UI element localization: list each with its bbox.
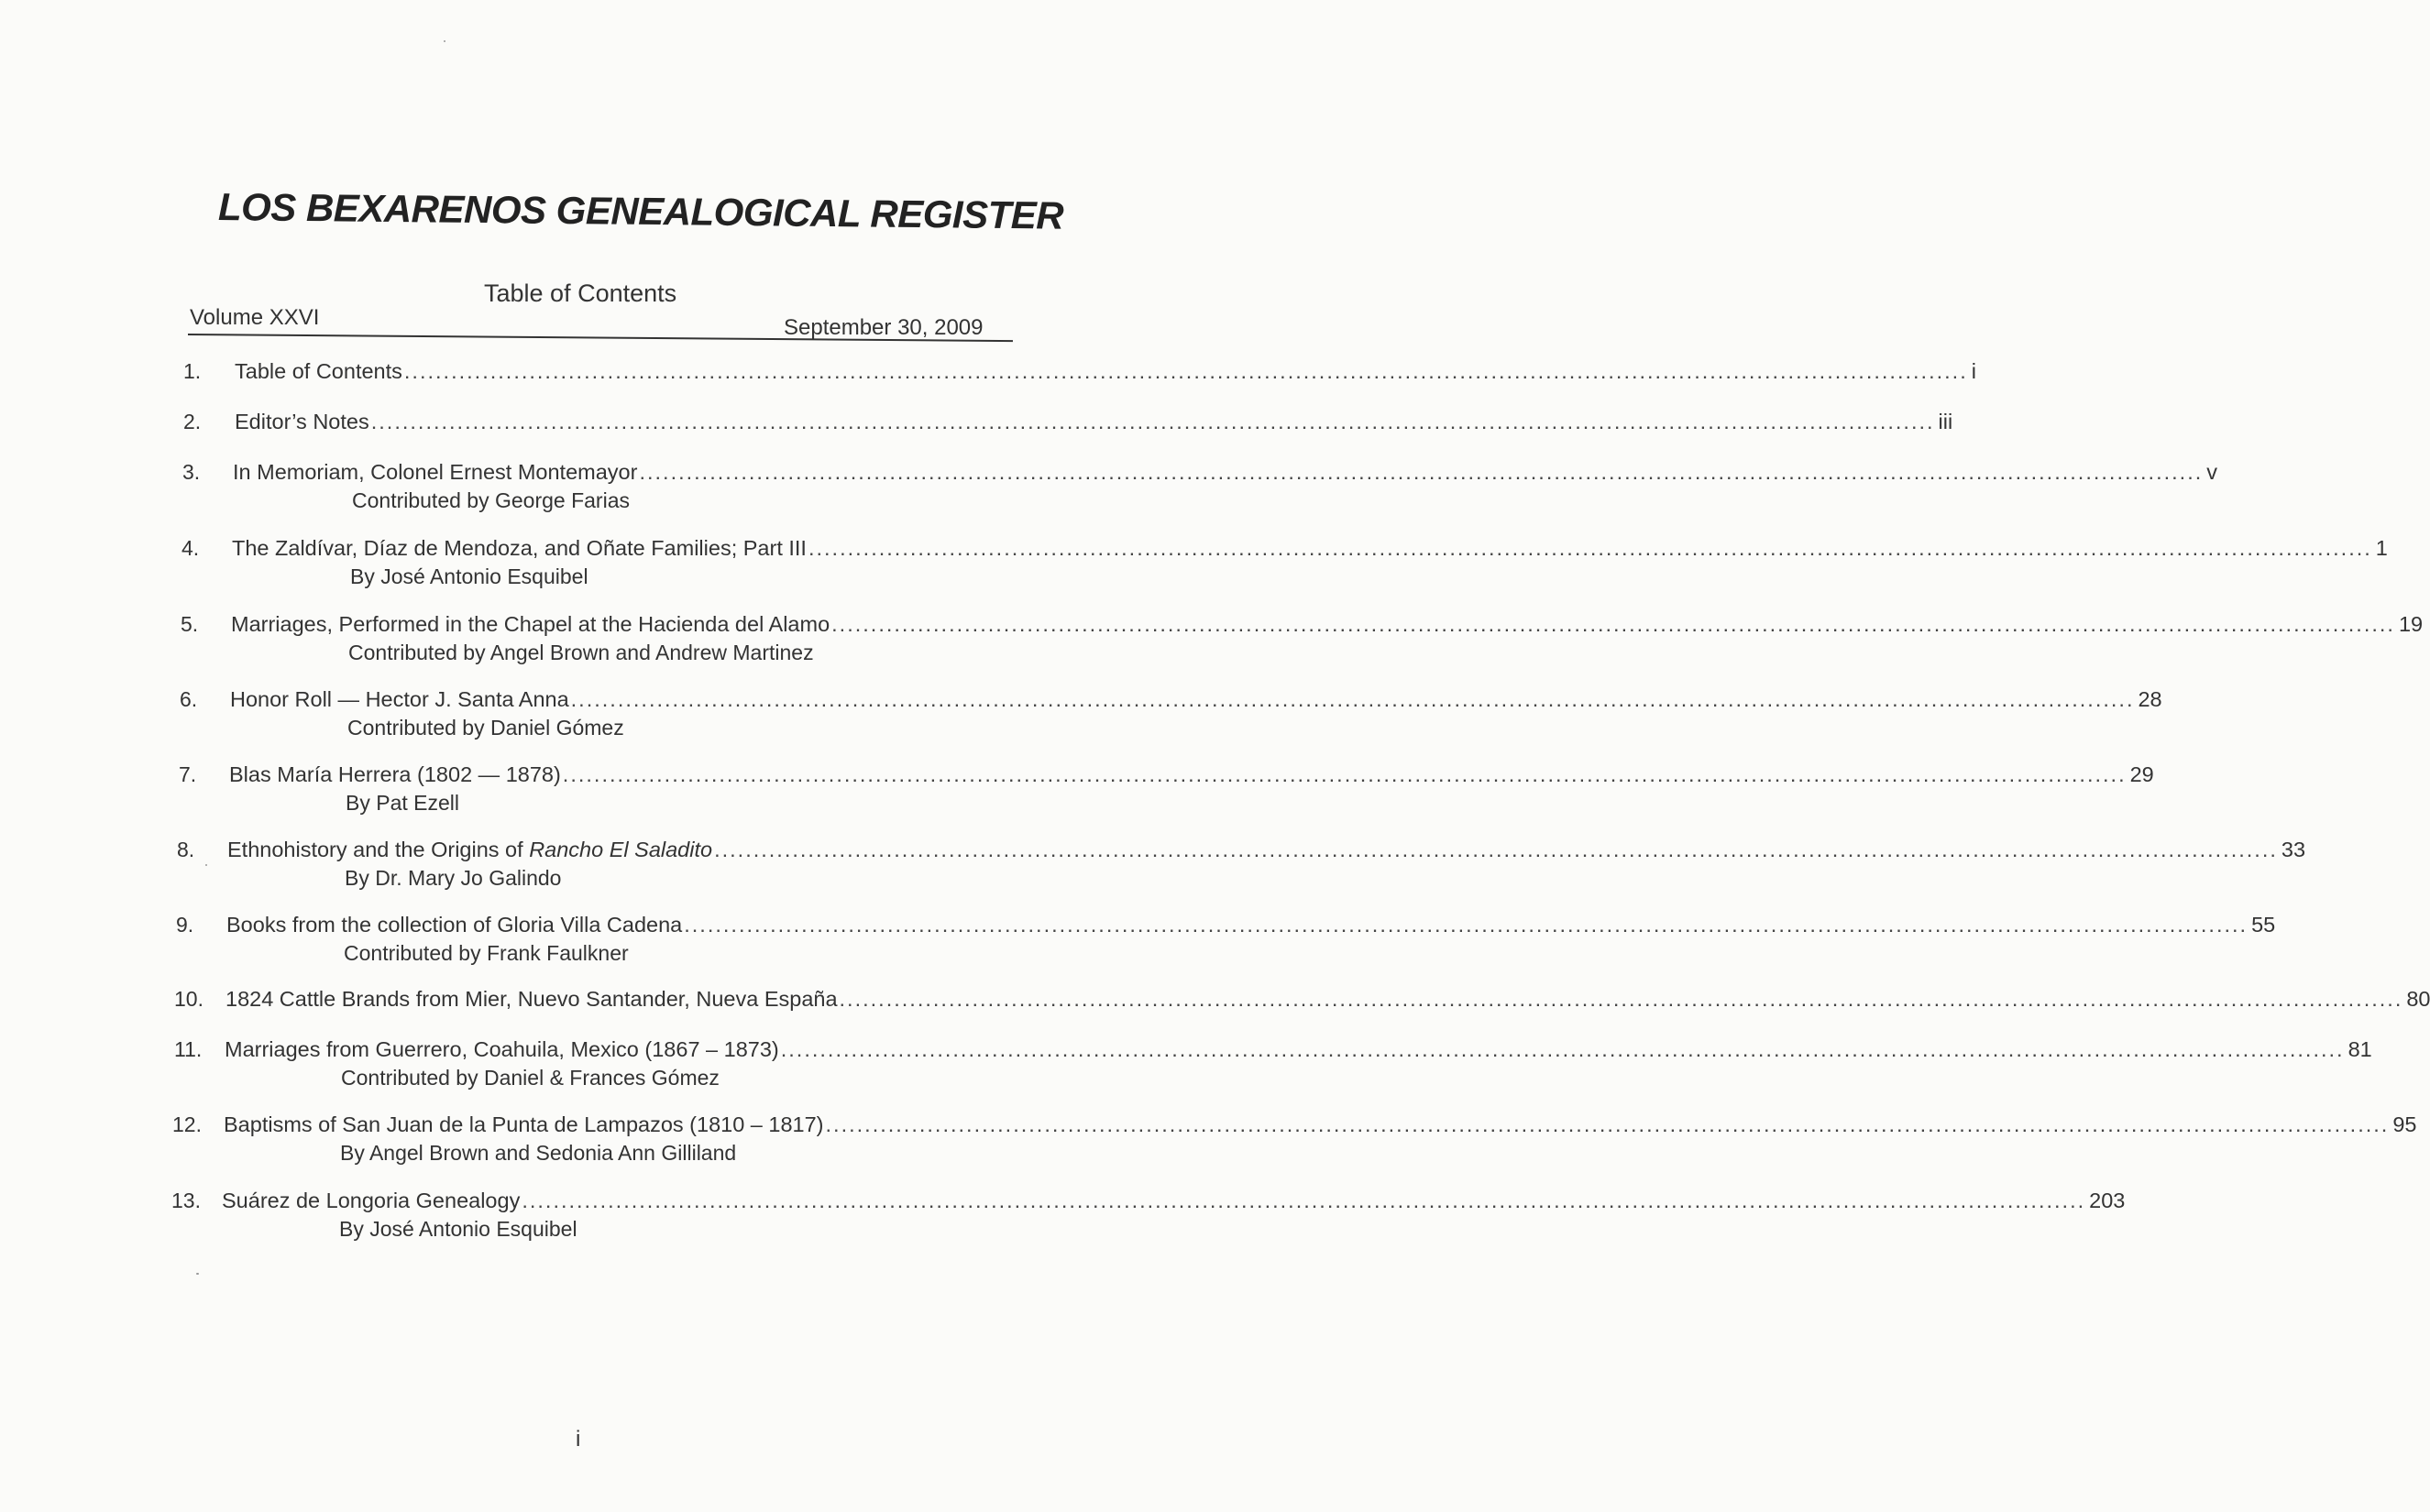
entry-number: 11. [174, 1037, 203, 1061]
entry-line [225, 987, 2430, 1012]
dot-leader: ........................................................................................................................................................................................................ [570, 687, 2135, 711]
entry-number: 2. [183, 410, 202, 433]
entry-number: 6. [180, 687, 198, 711]
dot-leader: ........................................................................................................................................................................................................ [370, 410, 1935, 433]
dot-leader: ........................................................................................................................................................................................................ [639, 460, 2204, 484]
dot-leader: ........................................................................................................................................................................................................ [839, 987, 2403, 1011]
toc-entry [0, 913, 2276, 977]
entry-byline: Contributed by Frank Faulkner [344, 941, 629, 965]
entry-page-number: 1 [2375, 536, 2388, 560]
entry-page-number: iii [1938, 410, 1953, 433]
toc-entry [0, 838, 2306, 902]
volume-label: Volume XXVI [190, 305, 320, 330]
entry-title-text: In Memoriam, Colonel Ernest Montemayor [233, 460, 638, 484]
toc-entry [0, 1037, 2372, 1101]
entry-number: 4. [181, 536, 200, 560]
entry-page-number: 55 [2251, 913, 2276, 937]
entry-title-text: Baptisms of San Juan de la Punta de Lampazos (1810 – 1817) [224, 1112, 824, 1136]
entry-number: 5. [181, 612, 199, 636]
entry-title-text: Suárez de Longoria Genealogy [222, 1189, 521, 1212]
toc-entry [0, 687, 2162, 751]
toc-entry [0, 1189, 2126, 1253]
entry-title-text: Books from the collection of Gloria Villa Cadena [226, 913, 683, 937]
entry-page-number: v [2206, 460, 2218, 484]
entry-line [235, 410, 1953, 434]
dot-leader: ........................................................................................................................................................................................................ [780, 1037, 2345, 1061]
entry-title [226, 913, 682, 937]
entry-number: 3. [182, 460, 201, 484]
entry-title-text: 1824 Cattle Brands from Mier, Nuevo Santander, Nueva España [225, 987, 838, 1011]
issue-date: September 30, 2009 [784, 315, 984, 340]
entry-line [230, 687, 2162, 712]
entry-number: 8. [177, 838, 195, 861]
entry-title [225, 987, 838, 1012]
entry-page-number: 81 [2348, 1037, 2372, 1061]
entry-number: 7. [179, 762, 197, 786]
entry-title-text: The Zaldívar, Díaz de Mendoza, and Oñate Families; Part III [232, 536, 807, 560]
entry-title-text: Ethnohistory and the Origins of [227, 838, 530, 861]
entry-title-text: Blas María Herrera (1802 — 1878) [229, 762, 561, 786]
entry-title-italic: Rancho El Saladito [529, 838, 713, 861]
entry-title [235, 359, 402, 384]
entry-title-text: Honor Roll — Hector J. Santa Anna [230, 687, 569, 711]
entry-title-text: Table of Contents [235, 359, 402, 383]
entry-number: 12. [172, 1112, 202, 1136]
entry-line [222, 1189, 2126, 1213]
entry-title [231, 612, 830, 637]
entry-byline: By José Antonio Esquibel [350, 564, 588, 588]
entry-page-number: 28 [2138, 687, 2162, 711]
dot-leader: ........................................................................................................................................................................................................ [825, 1112, 2390, 1136]
entry-title [232, 536, 807, 561]
entry-line [227, 838, 2306, 862]
entry-page-number: 19 [2398, 612, 2424, 636]
entry-line [225, 1037, 2372, 1062]
entry-page-number: 203 [2089, 1189, 2126, 1212]
entry-line [224, 1112, 2417, 1137]
toc-entry [0, 460, 2218, 524]
toc-entry [0, 536, 2388, 600]
entry-number: 13. [171, 1189, 201, 1212]
entry-title [229, 762, 561, 787]
entry-page-number: 29 [2129, 762, 2154, 786]
entry-line [233, 460, 2218, 485]
toc-entry [0, 1112, 2417, 1177]
dot-leader: ........................................................................................................................................................................................................ [808, 536, 2372, 560]
entry-byline: Contributed by George Farias [352, 488, 630, 512]
register-title: LOS BEXARENOS GENEALOGICAL REGISTER [217, 185, 1064, 237]
entry-byline: By José Antonio Esquibel [339, 1217, 577, 1241]
toc-entry [0, 612, 2424, 676]
entry-number: 9. [176, 913, 194, 937]
entry-title-text: Editor’s Notes [235, 410, 369, 433]
entry-byline: By Dr. Mary Jo Galindo [345, 866, 562, 890]
dot-leader: ........................................................................................................................................................................................................ [403, 359, 1968, 383]
dot-leader: ........................................................................................................................................................................................................ [522, 1189, 2086, 1212]
page-number: i [576, 1427, 581, 1452]
entry-line [226, 913, 2276, 937]
entry-page-number: 33 [2281, 838, 2306, 861]
entry-title-text: Marriages, Performed in the Chapel at the Hacienda del Alamo [231, 612, 830, 636]
toc-heading: Table of Contents [484, 279, 677, 307]
entry-page-number: 80 [2406, 987, 2430, 1011]
entry-byline: Contributed by Angel Brown and Andrew Martinez [348, 641, 814, 664]
entry-number: 10. [174, 987, 203, 1011]
entry-title [225, 1037, 779, 1062]
dot-leader: ........................................................................................................................................................................................................ [831, 612, 2395, 636]
entry-line [235, 359, 1976, 384]
entry-title-text: Marriages from Guerrero, Coahuila, Mexico (1867 – 1873) [225, 1037, 779, 1061]
dot-leader: ........................................................................................................................................................................................................ [714, 838, 2278, 861]
entry-byline: By Pat Ezell [346, 791, 459, 815]
entry-number: 1. [183, 359, 202, 383]
dot-leader: ........................................................................................................................................................................................................ [562, 762, 2127, 786]
entry-byline: Contributed by Daniel & Frances Gómez [341, 1066, 720, 1090]
entry-page-number: i [1971, 359, 1976, 383]
entry-title [230, 687, 569, 712]
entry-title [227, 838, 712, 862]
entry-title [222, 1189, 520, 1213]
entry-page-number: 95 [2392, 1112, 2417, 1136]
entry-title [224, 1112, 824, 1137]
toc-entry [0, 762, 2154, 827]
entry-byline: Contributed by Daniel Gómez [347, 716, 624, 740]
entry-title [233, 460, 637, 485]
entry-line [229, 762, 2154, 787]
entry-title [235, 410, 369, 434]
entry-line [231, 612, 2424, 637]
dot-leader: ........................................................................................................................................................................................................ [684, 913, 2249, 937]
entry-line [232, 536, 2388, 561]
entry-byline: By Angel Brown and Sedonia Ann Gilliland [340, 1141, 737, 1165]
